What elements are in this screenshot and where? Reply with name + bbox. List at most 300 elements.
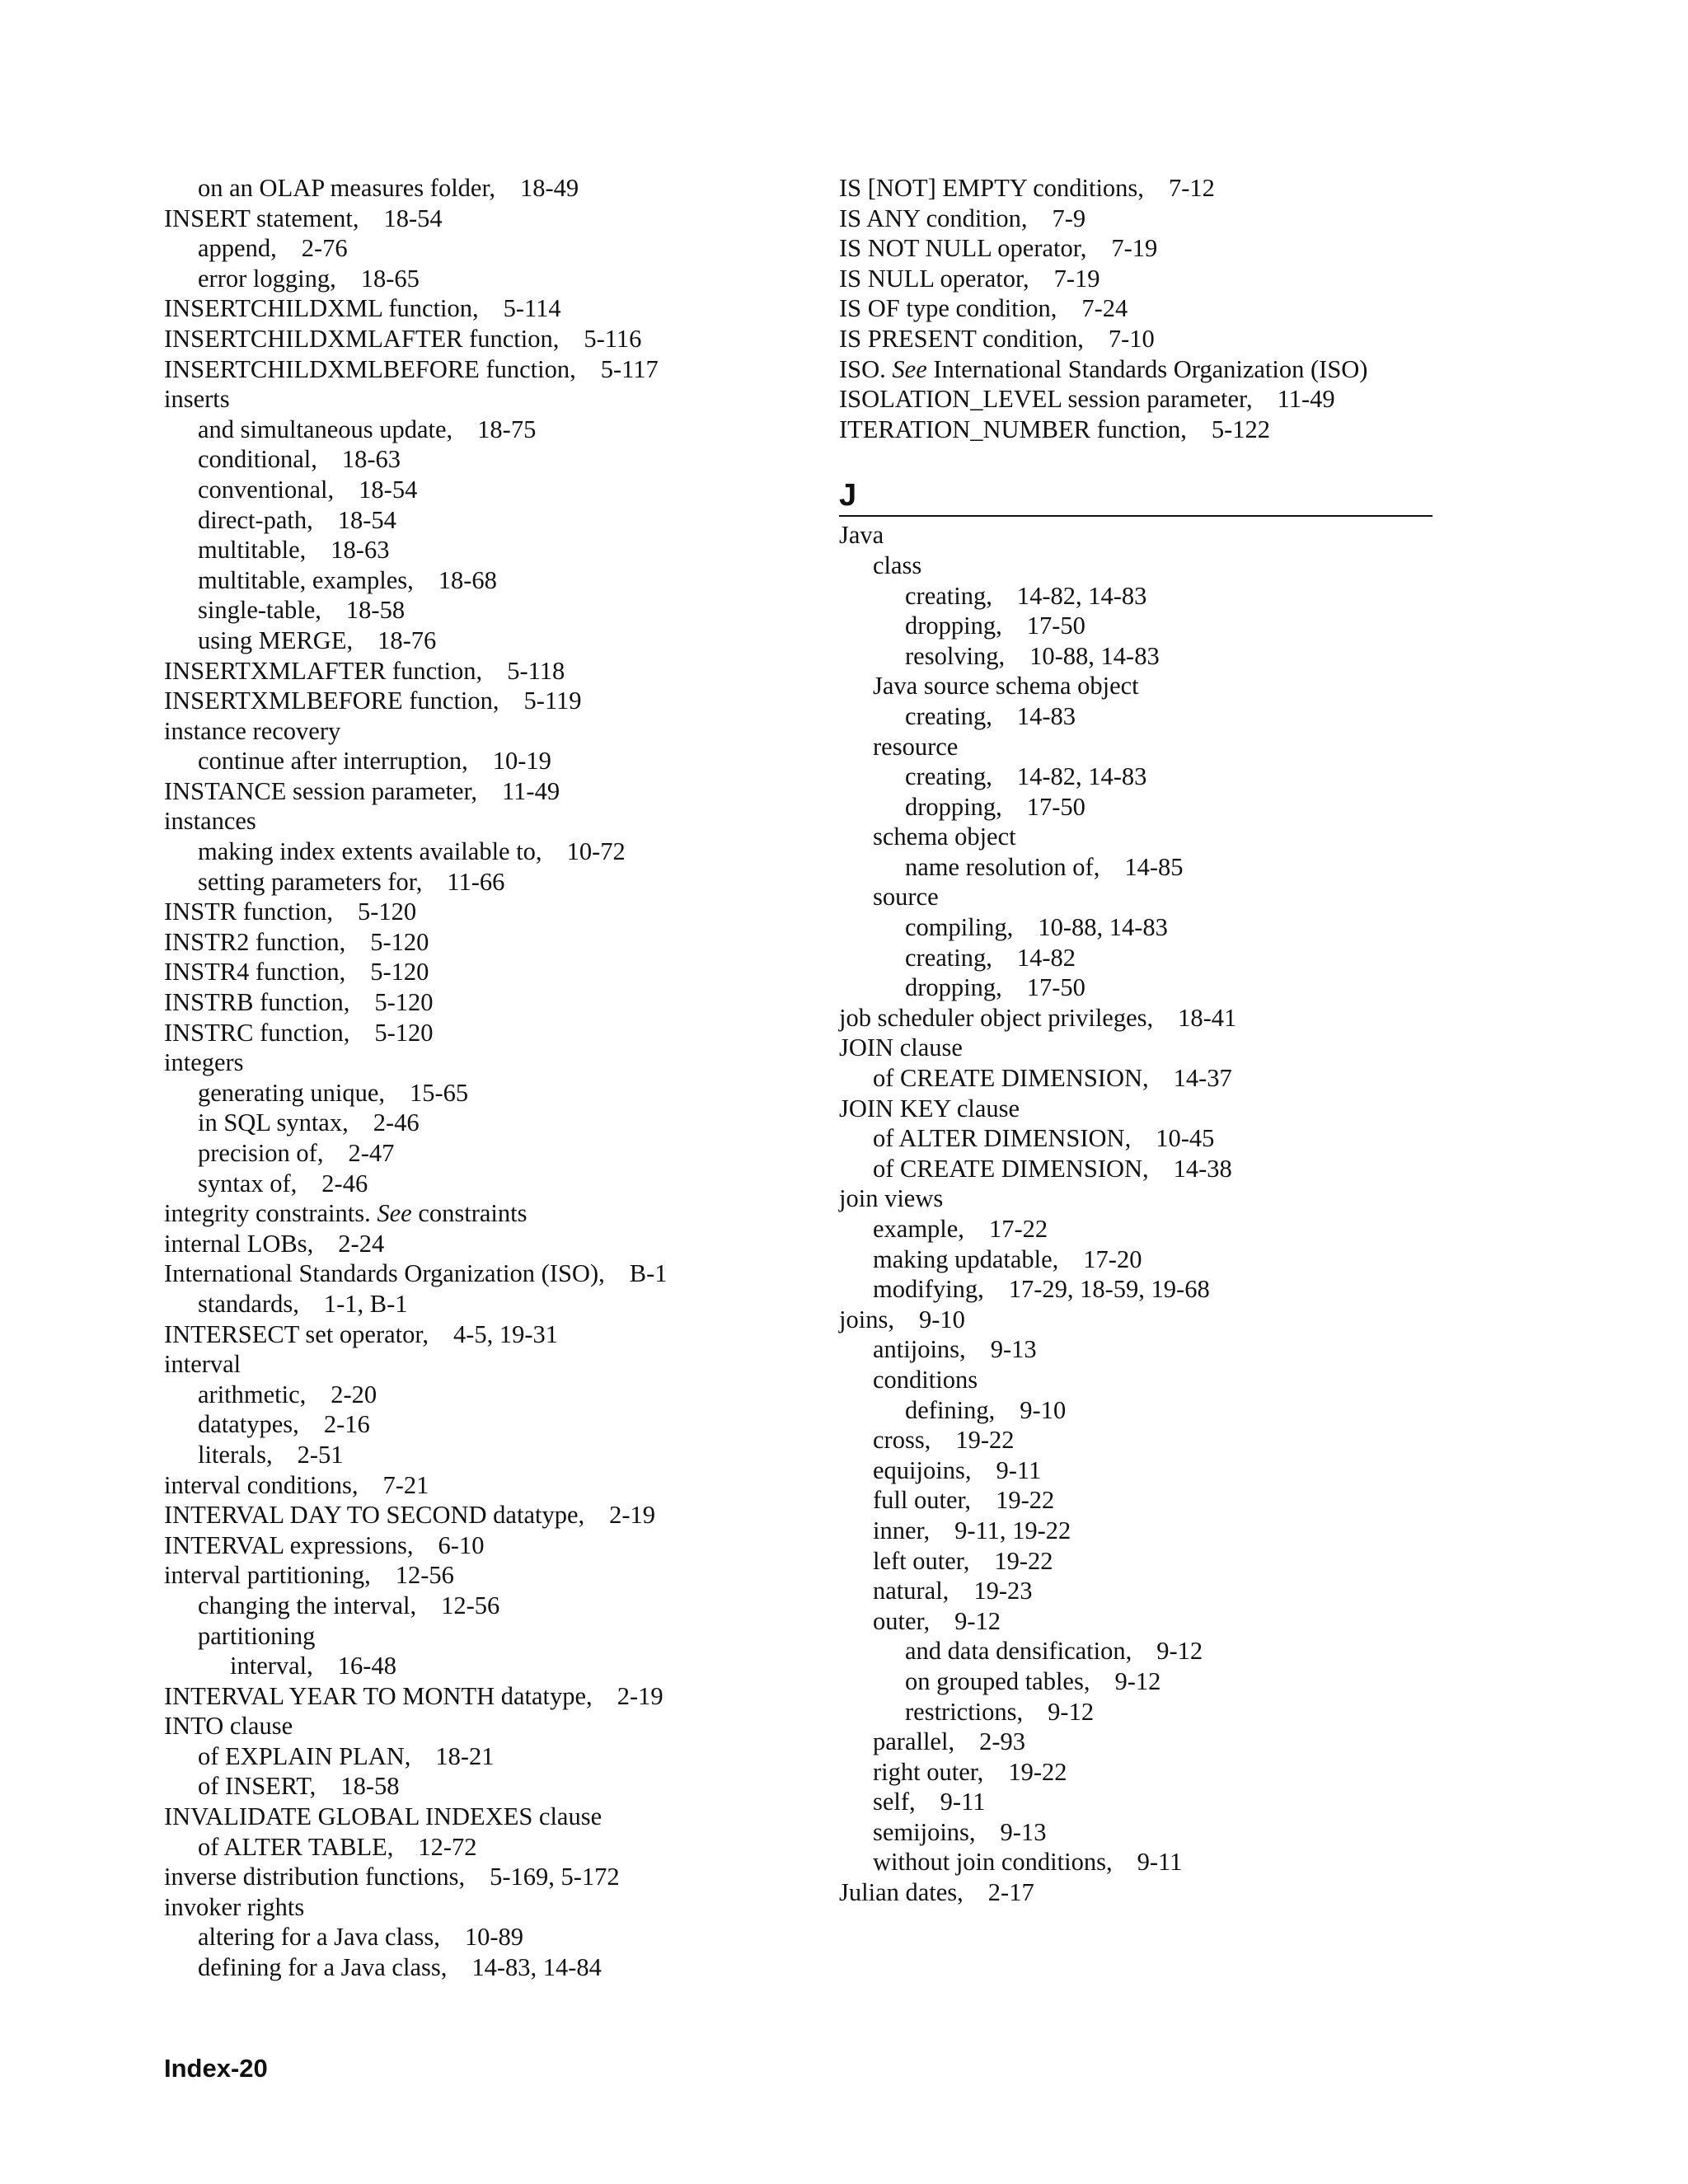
index-term: INSERTCHILDXMLAFTER function, xyxy=(164,324,560,353)
index-entry xyxy=(164,354,807,385)
index-term: defining for a Java class, xyxy=(198,1953,448,1982)
section-heading-j: J xyxy=(839,477,1432,517)
index-entry xyxy=(839,882,1432,912)
index-entry xyxy=(164,173,807,204)
index-term: Java xyxy=(839,521,884,550)
index-entry xyxy=(164,505,807,536)
index-term: without join conditions, xyxy=(873,1848,1113,1877)
index-term: and simultaneous update, xyxy=(198,415,453,443)
index-term: changing the interval, xyxy=(198,1591,417,1619)
index-entry xyxy=(164,565,807,596)
index-entry xyxy=(839,1244,1432,1275)
index-entry xyxy=(839,972,1432,1003)
index-term: using MERGE, xyxy=(198,626,354,654)
index-term: IS NOT NULL operator, xyxy=(839,234,1087,263)
page-references: 18-63 xyxy=(331,536,390,565)
index-entry xyxy=(839,762,1432,792)
page-references: 7-12 xyxy=(1168,174,1215,202)
page-references: 12-72 xyxy=(418,1832,477,1861)
index-entry xyxy=(164,927,807,958)
index-entry xyxy=(839,1666,1432,1697)
page-references: 14-83, 14-84 xyxy=(471,1953,602,1982)
index-term: precision of, xyxy=(198,1139,324,1167)
index-entry xyxy=(839,1305,1432,1335)
index-entry xyxy=(839,1757,1432,1788)
index-term: left outer, xyxy=(873,1546,970,1575)
index-term: ISOLATION_LEVEL session parameter, xyxy=(839,385,1253,414)
page-references: 10-45 xyxy=(1156,1124,1215,1153)
index-entry xyxy=(839,1123,1432,1154)
page-references: 14-82, 14-83 xyxy=(1016,762,1147,791)
see-reference-target: International Standards Organization (ISO) xyxy=(933,354,1368,383)
index-term: append, xyxy=(198,234,277,263)
index-entry xyxy=(164,957,807,987)
page-references: 19-23 xyxy=(973,1577,1033,1605)
page-references: 2-47 xyxy=(348,1139,395,1167)
index-term: full outer, xyxy=(873,1486,972,1515)
index-term: resource xyxy=(873,732,959,761)
index-term: INVALIDATE GLOBAL INDEXES clause xyxy=(164,1802,603,1831)
index-term: INSTRC function, xyxy=(164,1018,350,1047)
page-references: 10-89 xyxy=(464,1923,524,1952)
index-term: IS [NOT] EMPTY conditions, xyxy=(839,174,1144,202)
page-references: 7-19 xyxy=(1111,234,1158,263)
index-term: datatypes, xyxy=(198,1410,299,1439)
page-footer-label: Index-20 xyxy=(164,2054,268,2083)
page-references: 2-24 xyxy=(338,1229,385,1258)
index-entry xyxy=(164,1229,807,1259)
index-term: INSTR function, xyxy=(164,898,334,926)
page-references: 9-13 xyxy=(990,1335,1037,1364)
index-term: join views xyxy=(839,1184,944,1213)
index-term: interval partitioning, xyxy=(164,1561,371,1590)
index-term: setting parameters for, xyxy=(198,867,423,896)
index-entry xyxy=(839,822,1432,852)
index-term: interval, xyxy=(230,1652,313,1680)
index-term: of ALTER TABLE, xyxy=(198,1832,394,1861)
index-entry xyxy=(164,264,807,294)
index-term: parallel, xyxy=(873,1727,955,1756)
index-term: on an OLAP measures folder, xyxy=(198,174,496,202)
page-references: 17-29, 18-59, 19-68 xyxy=(1008,1275,1210,1304)
page-references: 9-13 xyxy=(1000,1817,1047,1846)
index-entry xyxy=(164,1470,807,1501)
index-term: creating, xyxy=(905,943,992,972)
index-entry xyxy=(839,354,1432,385)
index-term: of INSERT, xyxy=(198,1772,316,1801)
page-references: 9-11 xyxy=(996,1455,1042,1484)
page-references: 14-82, 14-83 xyxy=(1016,581,1147,610)
page-references: 14-37 xyxy=(1173,1064,1232,1093)
index-entry xyxy=(839,324,1432,354)
page-references: 7-9 xyxy=(1052,204,1086,232)
index-term: inverse distribution functions, xyxy=(164,1863,466,1891)
index-entry xyxy=(164,1440,807,1470)
page-references: 5-120 xyxy=(370,958,429,987)
index-entry xyxy=(839,1003,1432,1033)
index-term: compiling, xyxy=(905,913,1014,942)
index-entry xyxy=(839,792,1432,823)
page-references: 10-88, 14-83 xyxy=(1029,641,1160,670)
index-entry xyxy=(839,1395,1432,1426)
index-term: in SQL syntax, xyxy=(198,1108,349,1137)
index-term: multitable, examples, xyxy=(198,565,414,594)
index-term: generating unique, xyxy=(198,1078,385,1107)
index-entry xyxy=(164,204,807,234)
index-term: self, xyxy=(873,1788,916,1816)
index-term: syntax of, xyxy=(198,1169,298,1197)
page-references: 10-19 xyxy=(492,747,551,776)
index-term: cross, xyxy=(873,1426,931,1455)
index-term: INSERT statement, xyxy=(164,204,359,232)
index-term: INSTR2 function, xyxy=(164,927,346,956)
page-references: 9-12 xyxy=(1156,1637,1203,1666)
index-term: interval xyxy=(164,1350,241,1379)
page-references: 11-66 xyxy=(447,867,505,896)
page-references: 17-20 xyxy=(1083,1244,1142,1273)
page-references: 2-19 xyxy=(617,1681,663,1710)
index-entry xyxy=(839,173,1432,204)
index-entry xyxy=(164,1380,807,1410)
index-term: defining, xyxy=(905,1395,996,1424)
page-references: 5-169, 5-172 xyxy=(490,1863,620,1891)
index-term: job scheduler object privileges, xyxy=(839,1003,1154,1032)
index-entry xyxy=(164,1621,807,1652)
index-entry xyxy=(839,1455,1432,1486)
index-term: continue after interruption, xyxy=(198,747,468,776)
page-references: 5-117 xyxy=(600,354,659,383)
index-term: example, xyxy=(873,1215,964,1243)
page-references: B-1 xyxy=(629,1259,668,1288)
index-entry xyxy=(164,716,807,747)
index-entry xyxy=(839,1877,1432,1908)
index-term: inserts xyxy=(164,385,230,414)
index-term: restrictions, xyxy=(905,1697,1024,1726)
index-entry xyxy=(839,1274,1432,1305)
index-term: right outer, xyxy=(873,1757,984,1786)
index-term: standards, xyxy=(198,1289,299,1318)
index-entry xyxy=(839,551,1432,581)
page-references: 18-54 xyxy=(359,475,418,504)
index-term: making updatable, xyxy=(873,1244,1059,1273)
index-term: single-table, xyxy=(198,596,321,625)
index-term: dropping, xyxy=(905,792,1002,821)
index-entry xyxy=(164,1047,807,1078)
index-entry xyxy=(839,415,1432,445)
index-term: interval conditions, xyxy=(164,1470,359,1499)
page-references: 16-48 xyxy=(337,1652,396,1680)
index-entry xyxy=(164,293,807,324)
index-entry xyxy=(164,1711,807,1741)
page-references: 5-120 xyxy=(374,988,434,1017)
page-references: 19-22 xyxy=(955,1426,1015,1455)
index-term: integrity constraints. xyxy=(164,1199,371,1228)
index-term: Julian dates, xyxy=(839,1878,964,1907)
index-term: INSTR4 function, xyxy=(164,958,346,987)
index-entry xyxy=(164,1289,807,1319)
index-term: creating, xyxy=(905,762,992,791)
index-term: instances xyxy=(164,807,256,836)
index-entry xyxy=(839,1727,1432,1757)
index-term: source xyxy=(873,883,939,912)
index-entry xyxy=(164,1922,807,1952)
index-entry xyxy=(839,204,1432,234)
page-references: 15-65 xyxy=(409,1078,469,1107)
index-entry xyxy=(164,867,807,898)
page-references: 14-82 xyxy=(1016,943,1076,972)
page-references: 2-16 xyxy=(323,1410,370,1439)
index-entry xyxy=(164,1500,807,1530)
index-entry xyxy=(164,1078,807,1108)
page-references: 14-38 xyxy=(1173,1154,1232,1183)
index-entry xyxy=(839,611,1432,641)
index-entries-i xyxy=(839,173,1432,444)
page-references: 17-22 xyxy=(988,1215,1048,1243)
index-entry xyxy=(839,1154,1432,1184)
index-term: conditional, xyxy=(198,445,317,474)
page-references: 2-17 xyxy=(987,1878,1034,1907)
index-entry xyxy=(164,1409,807,1440)
index-term: class xyxy=(873,551,922,579)
page-references: 9-10 xyxy=(1020,1395,1067,1424)
index-entry xyxy=(839,671,1432,701)
page-references: 18-75 xyxy=(477,415,537,443)
page-references: 9-11 xyxy=(1137,1848,1183,1877)
page-references: 19-22 xyxy=(994,1546,1053,1575)
index-entry xyxy=(839,384,1432,415)
page-references: 18-63 xyxy=(341,445,401,474)
index-term: making index extents available to, xyxy=(198,837,542,866)
page-references: 5-116 xyxy=(584,324,642,353)
page-references: 1-1, B-1 xyxy=(323,1289,408,1318)
page-references: 9-12 xyxy=(954,1606,1001,1635)
page-references: 6-10 xyxy=(438,1530,485,1559)
index-term: conditions xyxy=(873,1365,978,1394)
page-references: 18-68 xyxy=(438,565,497,594)
index-entry xyxy=(839,1697,1432,1727)
page-references: 11-49 xyxy=(1277,385,1335,414)
index-term: INTERSECT set operator, xyxy=(164,1319,429,1348)
page-references: 9-11, 19-22 xyxy=(954,1516,1071,1544)
index-entry xyxy=(164,1832,807,1863)
index-entry xyxy=(164,444,807,475)
index-entry xyxy=(164,746,807,776)
page-references: 2-76 xyxy=(301,234,348,263)
page-references: 2-20 xyxy=(331,1380,377,1408)
index-term: altering for a Java class, xyxy=(198,1923,440,1952)
page-references: 2-46 xyxy=(373,1108,420,1137)
index-term: and data densification, xyxy=(905,1637,1132,1666)
index-term: IS OF type condition, xyxy=(839,294,1057,323)
index-entry xyxy=(164,1530,807,1561)
index-term: IS PRESENT condition, xyxy=(839,324,1084,353)
index-entry xyxy=(164,1319,807,1350)
index-entry xyxy=(839,1485,1432,1516)
index-entry xyxy=(839,701,1432,732)
index-entry xyxy=(164,897,807,927)
index-term: resolving, xyxy=(905,641,1006,670)
index-term: modifying, xyxy=(873,1275,984,1304)
index-entry xyxy=(839,520,1432,551)
index-term: internal LOBs, xyxy=(164,1229,314,1258)
index-entry xyxy=(839,1033,1432,1063)
index-entry xyxy=(164,1651,807,1681)
index-term: conventional, xyxy=(198,475,335,504)
index-term: INTERVAL expressions, xyxy=(164,1530,414,1559)
index-entry xyxy=(839,1425,1432,1455)
index-term: dropping, xyxy=(905,612,1002,640)
index-term: ITERATION_NUMBER function, xyxy=(839,415,1187,443)
page-references: 9-12 xyxy=(1048,1697,1095,1726)
page-references: 2-19 xyxy=(609,1501,656,1530)
index-entry xyxy=(839,293,1432,324)
page-references: 7-19 xyxy=(1053,264,1100,293)
index-term: on grouped tables, xyxy=(905,1666,1090,1695)
index-term: name resolution of, xyxy=(905,852,1100,881)
index-term: multitable, xyxy=(198,536,307,565)
index-term: invoker rights xyxy=(164,1892,305,1921)
index-term: semijoins, xyxy=(873,1817,976,1846)
index-entry xyxy=(164,1862,807,1892)
index-entry xyxy=(839,1063,1432,1094)
index-entry xyxy=(164,1741,807,1772)
page-references: 14-83 xyxy=(1016,701,1076,730)
index-entry xyxy=(164,324,807,354)
index-entry xyxy=(164,1802,807,1832)
page-references: 2-93 xyxy=(979,1727,1025,1756)
index-entry xyxy=(839,1636,1432,1666)
page-references: 18-65 xyxy=(360,264,420,293)
index-term: JOIN clause xyxy=(839,1033,963,1062)
index-entry xyxy=(164,1681,807,1712)
index-entry xyxy=(164,1771,807,1802)
index-term: IS ANY condition, xyxy=(839,204,1028,232)
index-term: joins, xyxy=(839,1305,894,1333)
index-term: creating, xyxy=(905,581,992,610)
index-term: JOIN KEY clause xyxy=(839,1094,1020,1122)
index-entry xyxy=(164,686,807,716)
index-term: error logging, xyxy=(198,264,336,293)
index-entry xyxy=(164,1138,807,1169)
index-entry xyxy=(839,233,1432,264)
index-entry xyxy=(164,656,807,687)
page-references: 18-58 xyxy=(340,1772,400,1801)
index-entry xyxy=(839,1787,1432,1817)
page-references: 19-22 xyxy=(1008,1757,1067,1786)
index-entry xyxy=(839,264,1432,294)
index-entry xyxy=(164,776,807,807)
index-entry xyxy=(164,987,807,1018)
page-references: 18-54 xyxy=(337,505,396,534)
index-term: literals, xyxy=(198,1440,273,1469)
page-references: 5-118 xyxy=(507,656,565,685)
index-term: antijoins, xyxy=(873,1335,966,1364)
index-term: partitioning xyxy=(198,1621,316,1650)
page-references: 9-11 xyxy=(940,1788,986,1816)
index-entry xyxy=(839,732,1432,762)
page-references: 9-12 xyxy=(1114,1666,1161,1695)
index-entry xyxy=(839,1847,1432,1877)
index-entry xyxy=(839,1817,1432,1848)
page-references: 5-120 xyxy=(358,898,417,926)
index-term: direct-path, xyxy=(198,505,313,534)
page-references: 18-58 xyxy=(345,596,406,625)
page-references: 7-21 xyxy=(382,1470,429,1499)
page-references: 10-88, 14-83 xyxy=(1038,913,1168,942)
index-entry xyxy=(839,1606,1432,1637)
index-entry xyxy=(164,1198,807,1229)
index-term: INSTANCE session parameter, xyxy=(164,776,478,805)
page-references: 19-22 xyxy=(996,1486,1055,1515)
page-references: 4-5, 19-31 xyxy=(452,1319,559,1348)
page-references: 12-56 xyxy=(441,1591,500,1619)
index-entry xyxy=(839,1214,1432,1244)
index-term: integers xyxy=(164,1048,244,1077)
page-references: 2-46 xyxy=(321,1169,368,1197)
index-entry xyxy=(164,1018,807,1048)
index-entry xyxy=(164,475,807,505)
index-entry xyxy=(839,641,1432,672)
index-term: INSTRB function, xyxy=(164,988,350,1017)
index-entry xyxy=(839,1334,1432,1365)
index-entry xyxy=(839,852,1432,883)
index-term: inner, xyxy=(873,1516,931,1544)
page-references: 18-21 xyxy=(435,1741,495,1770)
see-reference-label: See xyxy=(892,354,927,383)
index-term: equijoins, xyxy=(873,1455,972,1484)
index-entry xyxy=(839,1183,1432,1214)
index-term: of CREATE DIMENSION, xyxy=(873,1154,1149,1183)
page-references: 7-24 xyxy=(1081,294,1128,323)
index-term: IS NULL operator, xyxy=(839,264,1029,293)
page-references: 17-50 xyxy=(1026,973,1085,1002)
index-term: creating, xyxy=(905,701,992,730)
index-term: outer, xyxy=(873,1606,931,1635)
index-term: of ALTER DIMENSION, xyxy=(873,1124,1132,1153)
index-entry xyxy=(164,806,807,837)
index-term: INSERTCHILDXML function, xyxy=(164,294,479,323)
index-term: INTERVAL YEAR TO MONTH datatype, xyxy=(164,1681,593,1710)
page-references: 17-50 xyxy=(1026,612,1085,640)
index-term: INSERTXMLAFTER function, xyxy=(164,656,483,685)
page-references: 5-119 xyxy=(523,687,582,715)
index-entry xyxy=(164,1169,807,1199)
index-entry xyxy=(164,233,807,264)
index-term: of CREATE DIMENSION, xyxy=(873,1064,1149,1093)
index-entry xyxy=(164,626,807,656)
index-term: INSERTXMLBEFORE function, xyxy=(164,687,499,715)
index-entry xyxy=(839,1094,1432,1124)
index-term: arithmetic, xyxy=(198,1380,307,1408)
index-entry xyxy=(839,581,1432,612)
index-entry xyxy=(164,384,807,415)
index-entry xyxy=(164,1108,807,1138)
page-references: 9-10 xyxy=(918,1305,965,1333)
index-entry xyxy=(164,1560,807,1591)
see-reference-label: See xyxy=(377,1199,412,1228)
page-references: 5-120 xyxy=(374,1018,434,1047)
page-references: 12-56 xyxy=(395,1561,454,1590)
index-entry xyxy=(839,1365,1432,1395)
index-entry xyxy=(164,595,807,626)
page-references: 5-122 xyxy=(1211,415,1271,443)
page-references: 11-49 xyxy=(502,776,560,805)
page-references: 10-72 xyxy=(566,837,626,866)
index-term: International Standards Organization (ISO), xyxy=(164,1259,605,1288)
index-term: schema object xyxy=(873,823,1016,851)
index-term: INTO clause xyxy=(164,1712,293,1741)
page-references: 5-120 xyxy=(370,927,429,956)
